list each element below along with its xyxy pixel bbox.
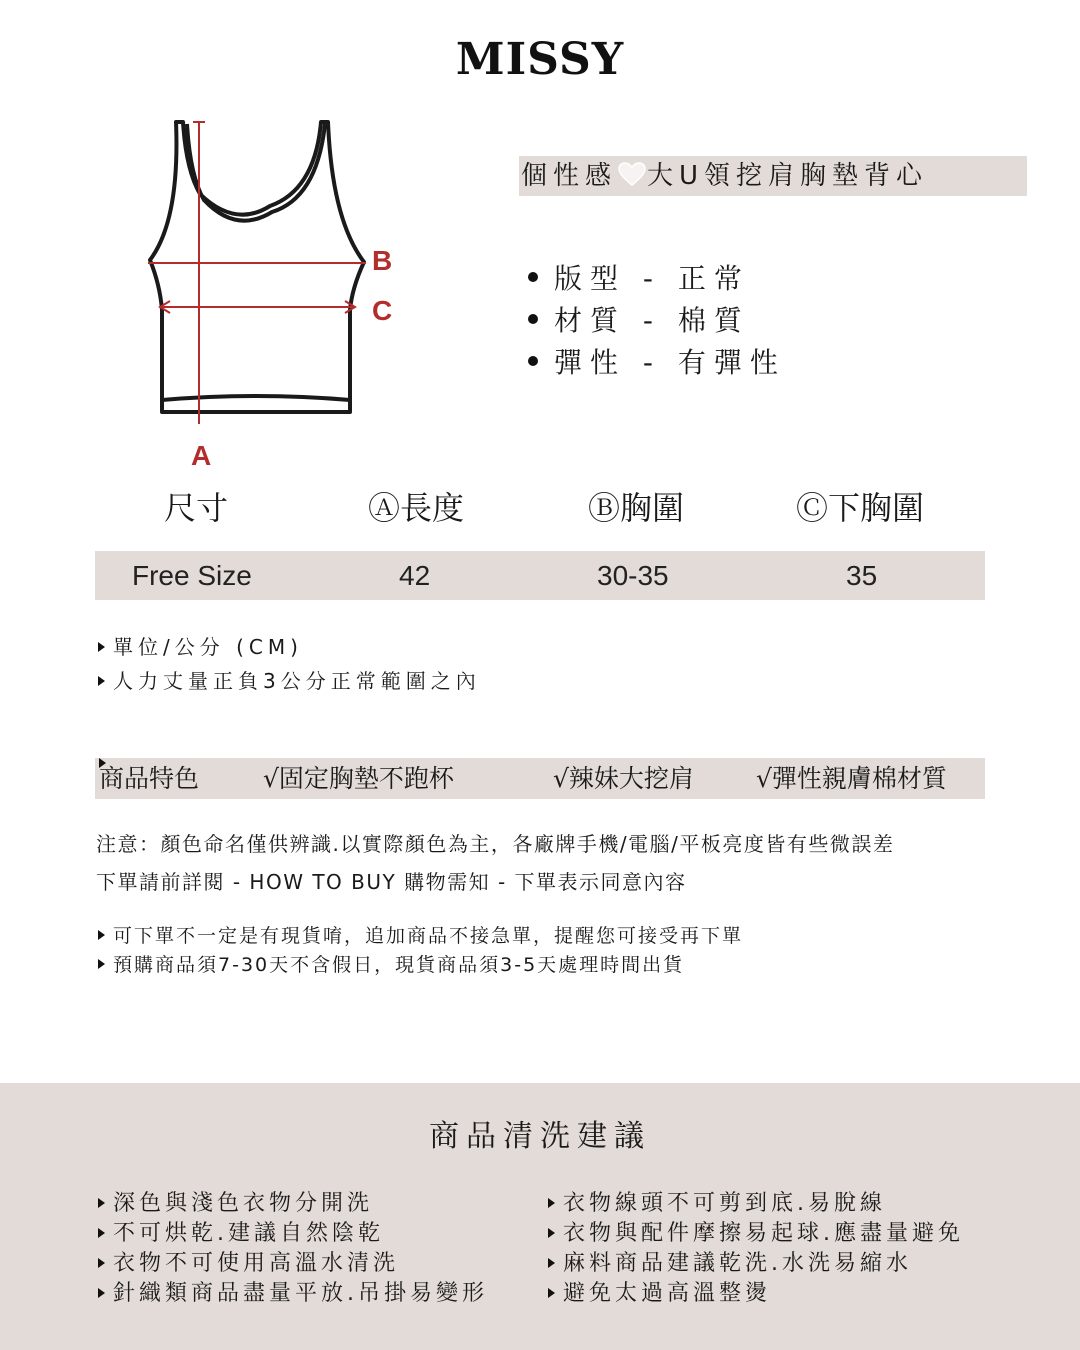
triangle-bullet-icon	[98, 959, 105, 969]
feature-item: √固定胸墊不跑杯	[263, 764, 454, 793]
size-table-row	[95, 551, 985, 600]
care-section	[0, 1083, 1080, 1350]
triangle-bullet-icon	[548, 1258, 555, 1268]
triangle-bullet-icon	[548, 1198, 555, 1208]
note-item: 單位/公分 (CM)	[98, 630, 481, 664]
features-bar: 商品特色 √固定胸墊不跑杯 √辣妹大挖肩 √彈性親膚棉材質	[95, 758, 985, 799]
care-item: 深色與淺色衣物分開洗	[98, 1189, 488, 1219]
header-length: Ⓐ長度	[368, 489, 465, 527]
cell-underbust: 35	[846, 560, 878, 591]
spec-item: 材質 - 棉質	[528, 300, 786, 342]
care-item: 衣物不可使用高溫水清洗	[98, 1249, 488, 1279]
triangle-bullet-icon	[548, 1288, 555, 1298]
note-item: 預購商品須7-30天不含假日，現貨商品須3-5天處理時間出貨	[98, 951, 743, 980]
size-table-header	[0, 484, 1080, 532]
bullet-icon	[528, 314, 538, 324]
header-underbust: Ⓒ下胸圍	[796, 489, 925, 527]
triangle-bullet-icon	[98, 642, 105, 652]
care-title: 商品清洗建議	[429, 1119, 651, 1154]
spec-item: 版型 - 正常	[528, 258, 786, 300]
triangle-bullet-icon	[98, 676, 105, 686]
care-item: 衣物與配件摩擦易起球.應盡量避免	[548, 1219, 964, 1249]
care-item: 避免太過高溫整燙	[548, 1279, 964, 1309]
spec-item: 彈性 - 有彈性	[528, 342, 786, 384]
product-title	[519, 156, 1027, 196]
care-list-right	[548, 1189, 964, 1309]
care-item: 針織類商品盡量平放.吊掛易變形	[98, 1279, 488, 1309]
caution-line: 注意：顏色命名僅供辨識.以實際顏色為主，各廠牌手機/電腦/平板亮度皆有些微誤差	[96, 832, 895, 856]
bullet-icon	[528, 356, 538, 366]
order-notes	[98, 922, 743, 980]
header-size: 尺寸	[164, 489, 229, 527]
measure-label-c: C	[372, 295, 393, 326]
measure-label-b: B	[372, 245, 393, 276]
cell-bust: 30-35	[597, 560, 669, 591]
caution-line: 下單請前詳閱 - HOW TO BUY 購物需知 - 下單表示同意內容	[96, 870, 687, 894]
product-title-part2: 大U領挖肩胸墊背心	[647, 161, 929, 191]
bullet-icon	[528, 272, 538, 282]
camisole-outline	[140, 110, 430, 480]
spec-list	[528, 258, 786, 384]
garment-diagram	[140, 110, 430, 480]
triangle-bullet-icon	[98, 1228, 105, 1238]
brand-logo: MISSY	[455, 34, 625, 85]
measurement-notes	[98, 630, 481, 698]
cell-size: Free Size	[132, 560, 252, 591]
care-item: 麻料商品建議乾洗.水洗易縮水	[548, 1249, 964, 1279]
caution-text	[96, 825, 894, 901]
heart-icon	[617, 161, 647, 187]
note-item: 人力丈量正負3公分正常範圍之內	[98, 664, 481, 698]
feature-item: √辣妹大挖肩	[553, 764, 694, 793]
feature-item: √彈性親膚棉材質	[756, 764, 947, 793]
measure-label-a: A	[191, 440, 212, 471]
triangle-bullet-icon	[98, 1258, 105, 1268]
care-item: 不可烘乾.建議自然陰乾	[98, 1219, 488, 1249]
triangle-bullet-icon	[98, 1198, 105, 1208]
note-item: 可下單不一定是有現貨唷，追加商品不接急單，提醒您可接受再下單	[98, 922, 743, 951]
triangle-bullet-icon	[98, 930, 105, 940]
triangle-bullet-icon	[548, 1228, 555, 1238]
header-bust: Ⓑ胸圍	[588, 489, 685, 527]
product-title-part1: 個性感	[521, 161, 618, 191]
triangle-bullet-icon	[98, 1288, 105, 1298]
cell-length: 42	[399, 560, 431, 591]
care-item: 衣物線頭不可剪到底.易脫線	[548, 1189, 964, 1219]
care-list-left	[98, 1189, 488, 1309]
